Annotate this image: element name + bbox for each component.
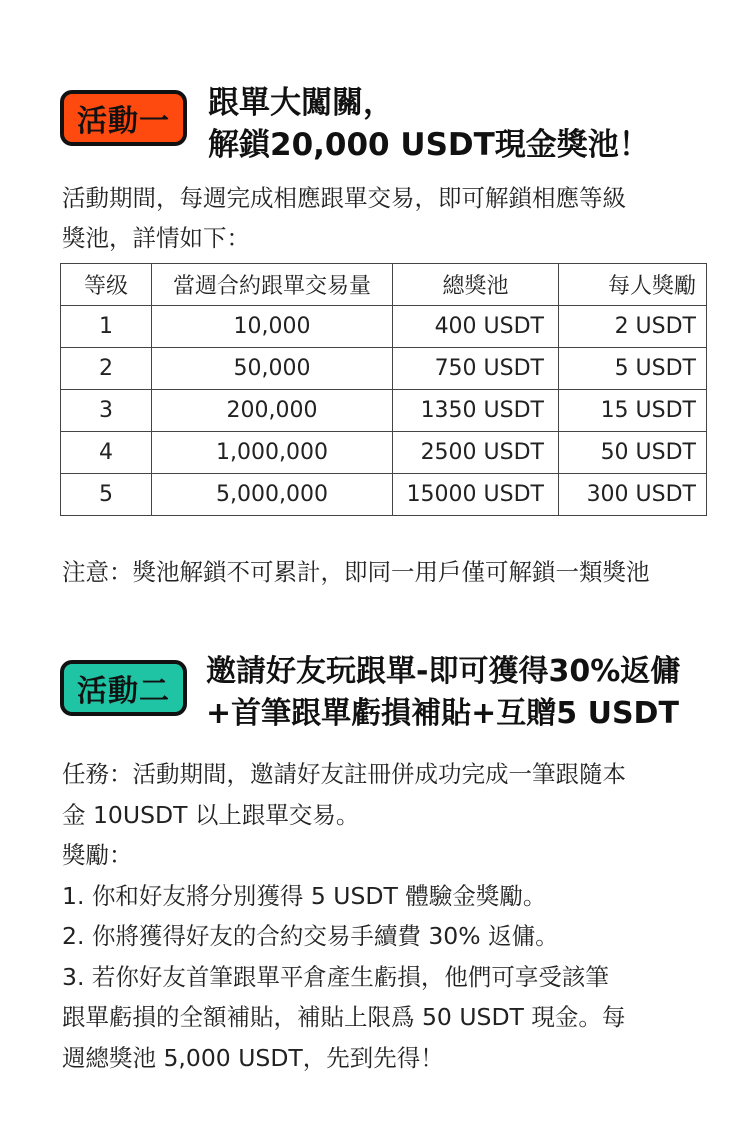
- cell-level: 1: [61, 306, 152, 348]
- cell-pool: 15000 USDT: [393, 474, 559, 516]
- activity-2-body: [62, 754, 702, 1078]
- activity-2-headline-line: +首筆跟單虧損補貼+互贈5 USDT: [206, 696, 679, 731]
- cell-level: 5: [61, 474, 152, 516]
- cell-pool: 750 USDT: [393, 348, 559, 390]
- activity-2-headline: [206, 651, 680, 735]
- intro-line: 活動期間，每週完成相應跟單交易，即可解鎖相應等級: [62, 184, 626, 212]
- table-header-pool: 總獎池: [393, 264, 559, 306]
- cell-volume: 10,000: [152, 306, 393, 348]
- intro-line: 獎池，詳情如下：: [62, 224, 250, 252]
- table-header-reward: 每人獎勵: [559, 264, 707, 306]
- cell-volume: 50,000: [152, 348, 393, 390]
- activity-1-headline-line: 解鎖20,000 USDT現金獎池！: [208, 127, 650, 163]
- activity-1-intro: [62, 178, 702, 258]
- note-line: 注意：獎池解鎖不可累計，即同一用戶僅可解鎖一類獎池: [62, 558, 650, 586]
- table-row: [61, 432, 707, 474]
- cell-reward: 300 USDT: [559, 474, 707, 516]
- cell-volume: 1,000,000: [152, 432, 393, 474]
- cell-reward: 50 USDT: [559, 432, 707, 474]
- body-line: 1. 你和好友將分別獲得 5 USDT 體驗金獎勵。: [62, 881, 547, 910]
- cell-volume: 200,000: [152, 390, 393, 432]
- table-row: [61, 306, 707, 348]
- cell-level: 2: [61, 348, 152, 390]
- cell-pool: 2500 USDT: [393, 432, 559, 474]
- body-line: 獎勵：: [62, 841, 133, 869]
- activity-1-headline: [208, 82, 650, 166]
- cell-level: 4: [61, 432, 152, 474]
- cell-reward: 2 USDT: [559, 306, 707, 348]
- body-line: 金 10USDT 以上跟單交易。: [62, 800, 360, 829]
- activity-2-badge: 活動二: [60, 660, 187, 716]
- table-row: [61, 348, 707, 390]
- body-line: 2. 你將獲得好友的合約交易手續費 30% 返傭。: [62, 922, 559, 950]
- cell-reward: 15 USDT: [559, 390, 707, 432]
- activity-2-headline-line: 邀請好友玩跟單-即可獲得30%返傭: [206, 654, 681, 689]
- activity-1-note: [62, 552, 702, 592]
- body-line: 任務：活動期間，邀請好友註冊併成功完成一筆跟隨本: [62, 760, 626, 788]
- activity-1-headline-line: 跟單大闖關，: [208, 85, 394, 121]
- cell-reward: 5 USDT: [559, 348, 707, 390]
- table-header-volume: 當週合約跟單交易量: [152, 264, 393, 306]
- table-row: [61, 474, 707, 516]
- body-line: 3. 若你好友首筆跟單平倉產生虧損，他們可享受該筆: [62, 962, 609, 991]
- table-header-level: 等级: [61, 264, 152, 306]
- cell-pool: 400 USDT: [393, 306, 559, 348]
- reward-levels-table: [60, 263, 707, 516]
- cell-volume: 5,000,000: [152, 474, 393, 516]
- table-row: [61, 390, 707, 432]
- activity-1-badge: 活動一: [60, 90, 187, 146]
- cell-pool: 1350 USDT: [393, 390, 559, 432]
- cell-level: 3: [61, 390, 152, 432]
- body-line: 跟單虧損的全額補貼，補貼上限爲 50 USDT 現金。每: [62, 1003, 626, 1031]
- body-line: 週總獎池 5,000 USDT，先到先得！: [62, 1043, 444, 1072]
- table-header-row: [61, 264, 707, 306]
